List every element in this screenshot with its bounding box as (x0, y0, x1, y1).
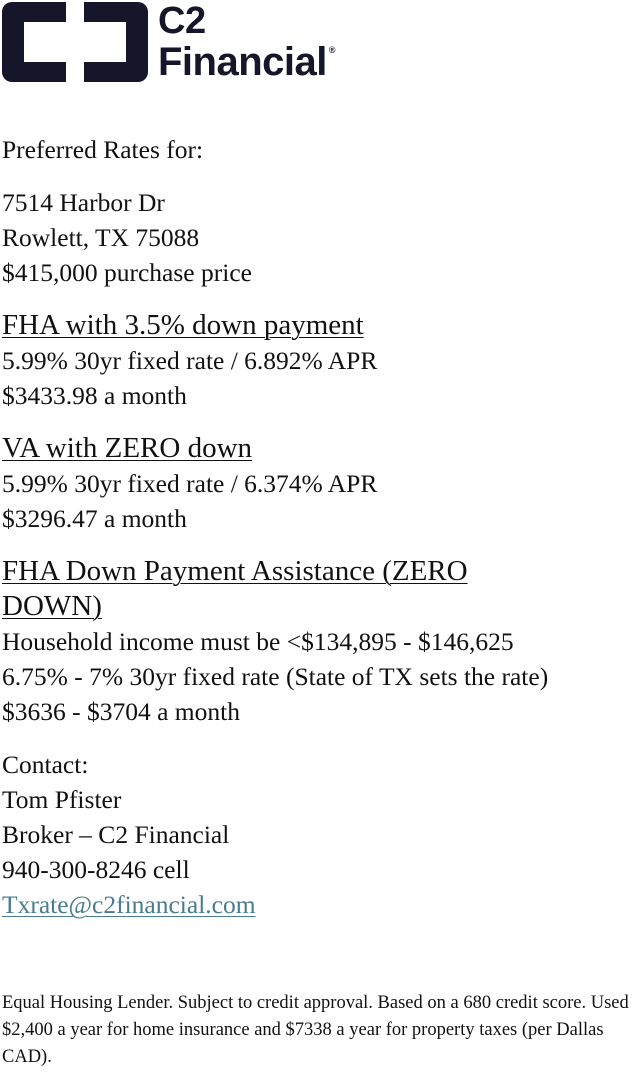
property-price: $415,000 purchase price (2, 258, 252, 287)
c2-logo-brackets-icon (0, 0, 150, 84)
disclaimer-text: Equal Housing Lender. Subject to credit approval. Based on a 680 credit score. Used $2,400 a year for home insurance and $7338 a year for property taxes (per Dallas CAD). (2, 993, 629, 1067)
contact-label: Contact: (2, 750, 89, 779)
property-street: 7514 Harbor Dr (2, 188, 165, 217)
contact-phone: 940-300-8246 cell (2, 855, 190, 884)
option-va (2, 431, 638, 536)
option-payment: $3433.98 a month (2, 381, 187, 410)
option-payment: $3296.47 a month (2, 504, 187, 533)
option-payment: $3636 - $3704 a month (2, 697, 240, 726)
option-rate: 6.75% - 7% 30yr fixed rate (State of TX sets the rate) (2, 662, 549, 691)
option-heading: FHA with 3.5% down payment (2, 309, 364, 341)
contact-name: Tom Pfister (2, 785, 122, 814)
brand-name (158, 2, 335, 82)
option-fha (2, 308, 638, 413)
option-rate: 5.99% 30yr fixed rate / 6.374% APR (2, 469, 378, 498)
option-income-limit: Household income must be <$134,895 - $146,625 (2, 627, 514, 656)
brand-line2-wrap (158, 42, 335, 82)
property-block (2, 185, 638, 290)
property-city: Rowlett, TX 75088 (2, 223, 200, 252)
contact-email-link[interactable]: Txrate@c2financial.com (2, 890, 256, 919)
page-title: Preferred Rates for: (2, 135, 204, 164)
option-heading: FHA Down Payment Assistance (ZERO DOWN) (2, 555, 468, 622)
contact-block (2, 747, 638, 922)
company-logo (0, 0, 380, 86)
brand-line1: C2 (158, 0, 206, 42)
option-rate: 5.99% 30yr fixed rate / 6.892% APR (2, 346, 378, 375)
registered-mark: ® (328, 45, 336, 55)
rate-sheet (2, 132, 638, 922)
brand-line2: Financial (158, 40, 327, 84)
option-heading: VA with ZERO down (2, 432, 253, 464)
contact-title: Broker – C2 Financial (2, 820, 230, 849)
option-fha-dpa (2, 554, 638, 729)
